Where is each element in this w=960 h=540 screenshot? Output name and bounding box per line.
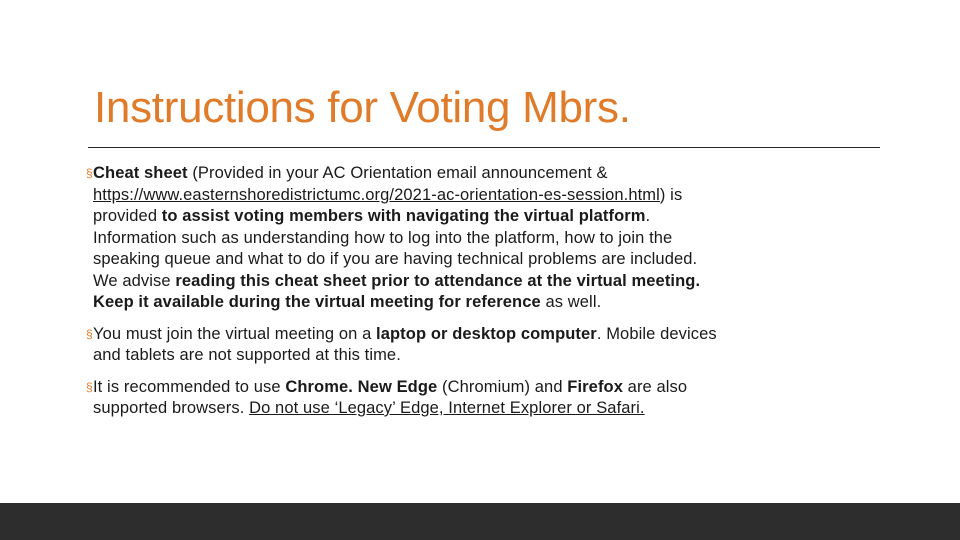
unsupported-browsers-note: Do not use ‘Legacy’ Edge, Internet Explorer or Safari. xyxy=(249,399,645,417)
bullet-bold-text: laptop or desktop computer xyxy=(376,324,597,343)
footer-bar xyxy=(0,503,960,540)
bullet-text: . Mobile devices and tablets are not supported at this time. xyxy=(93,324,717,364)
bullet-marker-icon: § xyxy=(86,166,93,180)
bullet-bold-text: reading this cheat sheet prior to attendance at the virtual meeting. Keep it available during the virtual meeting for reference xyxy=(93,271,701,311)
bullet-device-requirement xyxy=(86,324,726,367)
bullet-marker-icon: § xyxy=(86,326,93,341)
bullet-text: . Information such as understanding how to log into the platform, how to join the speaking queue and what to do if you are having technical problems are included. We advise xyxy=(93,207,698,290)
bullet-text: are also supported browsers. xyxy=(93,377,688,417)
title-divider xyxy=(88,147,880,148)
bullet-bold-text: Cheat sheet xyxy=(93,164,188,182)
bullet-text: You must join the virtual meeting on a xyxy=(93,324,377,343)
bullet-bold-text: to assist voting members with navigating the virtual platform xyxy=(161,207,646,225)
slide-content xyxy=(86,163,726,420)
orientation-link[interactable]: https://www.easternshoredistrictumc.org/2021-ac-orientation-es-session.html xyxy=(93,185,660,204)
bullet-text: ) is provided xyxy=(93,185,683,225)
bullet-bold-text: Chrome. New Edge xyxy=(285,377,438,396)
bullet-cheat-sheet xyxy=(86,163,726,314)
bullet-text: (Provided in your AC Orientation email announcement & xyxy=(187,164,608,182)
bullet-bold-text: Firefox xyxy=(567,377,623,396)
slide-title: Instructions for Voting Mbrs. xyxy=(94,83,631,132)
bullet-marker-icon: § xyxy=(86,379,93,394)
bullet-text: (Chromium) and xyxy=(437,377,568,396)
bullet-text: as well. xyxy=(540,293,602,311)
bullet-text: It is recommended to use xyxy=(93,377,286,396)
bullet-browser-requirement xyxy=(86,377,726,420)
